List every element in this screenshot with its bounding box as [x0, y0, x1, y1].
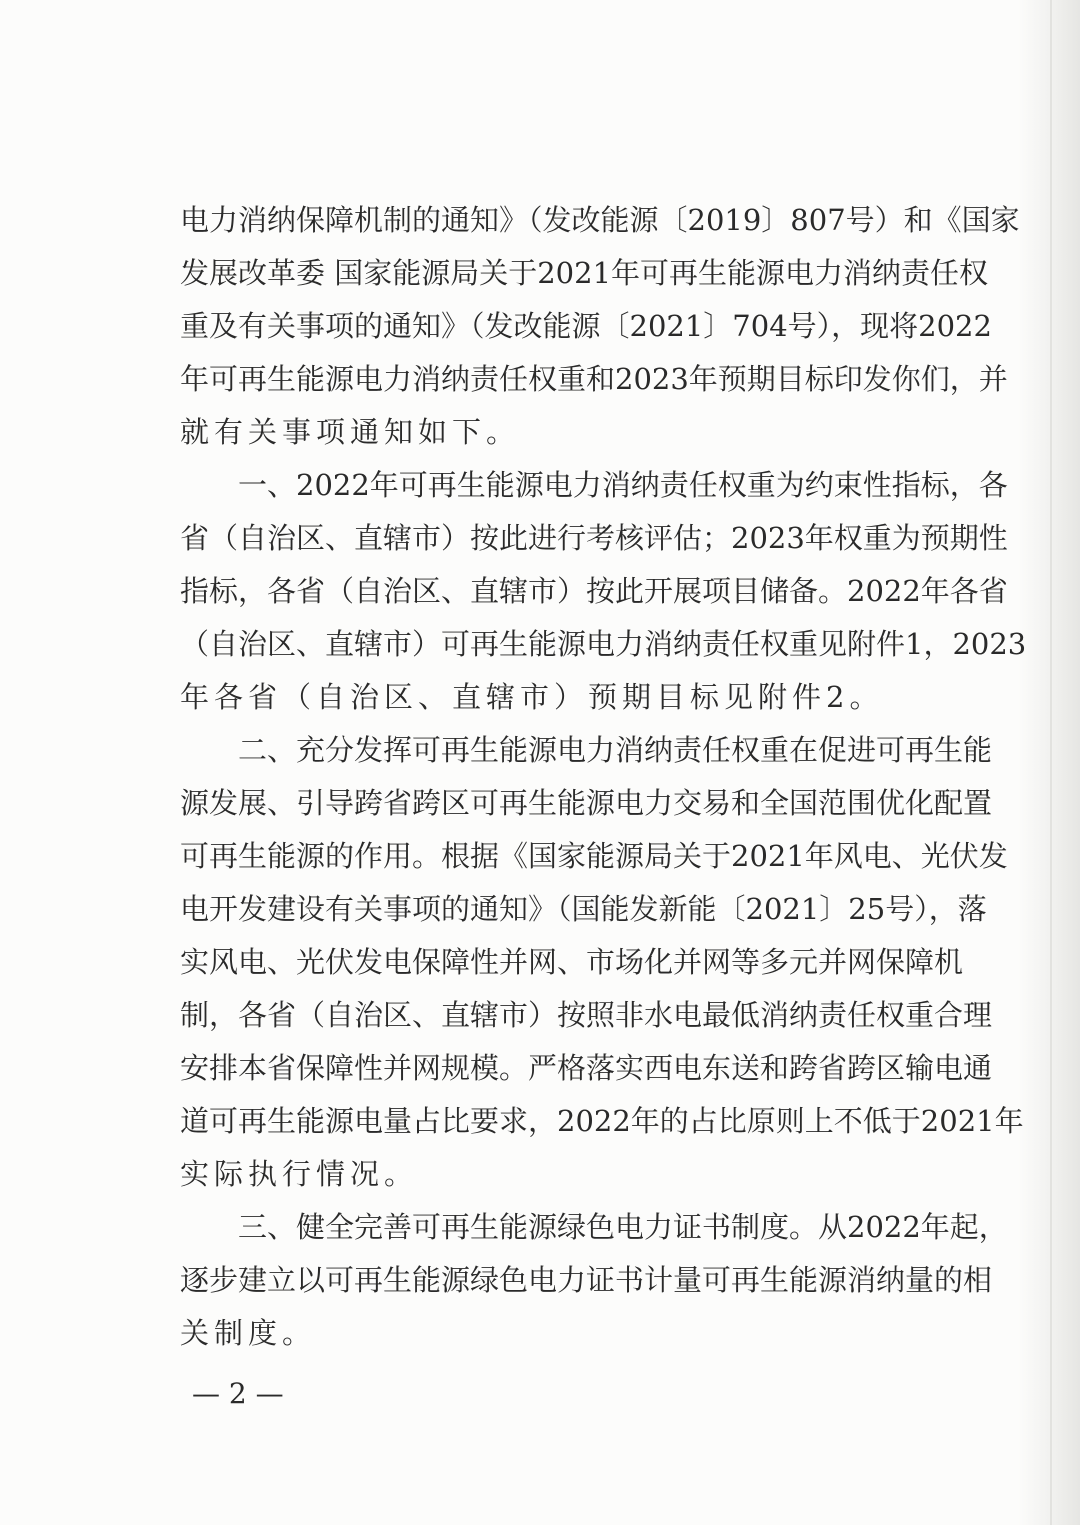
text-line: 实风电、光伏发电保障性并网、市场化并网等多元并网保障机	[180, 945, 964, 979]
text-line: 就有关事项通知如下。	[180, 415, 521, 449]
text-line: 实际执行情况。	[180, 1157, 419, 1191]
text-line: 逐步建立以可再生能源绿色电力证书计量可再生能源消纳量的相	[180, 1263, 993, 1297]
text-line: 省（自治区、直辖市）按此进行考核评估；2023年权重为预期性	[180, 521, 1008, 555]
paragraph-three-start: 三、健全完善可再生能源绿色电力证书制度。从2022年起，	[238, 1210, 1008, 1244]
text-line: 指标，各省（自治区、直辖市）按此开展项目储备。2022年各省	[180, 574, 1008, 608]
text-line: 年各省（自治区、直辖市）预期目标见附件2。	[180, 680, 884, 714]
text-line: 可再生能源的作用。根据《国家能源局关于2021年风电、光伏发	[180, 839, 1008, 873]
text-line: 道可再生能源电量占比要求，2022年的占比原则上不低于2021年	[180, 1104, 1024, 1138]
text-line: 源发展、引导跨省跨区可再生能源电力交易和全国范围优化配置	[180, 786, 993, 820]
text-line: 关制度。	[180, 1316, 317, 1350]
text-line: 重及有关事项的通知》（发改能源〔2021〕704号），现将2022	[180, 309, 992, 343]
paragraph-one-start: 一、2022年可再生能源电力消纳责任权重为约束性指标，各	[238, 468, 1008, 502]
text-line: 电开发建设有关事项的通知》（国能发新能〔2021〕25号），落	[180, 892, 987, 926]
page-number: — 2 —	[192, 1377, 284, 1410]
text-line: 发展改革委 国家能源局关于2021年可再生能源电力消纳责任权	[180, 256, 989, 290]
paragraph-two-start: 二、充分发挥可再生能源电力消纳责任权重在促进可再生能	[238, 733, 993, 767]
text-line: 安排本省保障性并网规模。严格落实西电东送和跨省跨区输电通	[180, 1051, 993, 1085]
text-line: 年可再生能源电力消纳责任权重和2023年预期目标印发你们，并	[180, 362, 1008, 396]
text-line: 电力消纳保障机制的通知》（发改能源〔2019〕807号）和《国家	[180, 203, 1020, 237]
text-line: 制，各省（自治区、直辖市）按照非水电最低消纳责任权重合理	[180, 998, 993, 1032]
text-line: （自治区、直辖市）可再生能源电力消纳责任权重见附件1，2023	[180, 627, 1027, 661]
